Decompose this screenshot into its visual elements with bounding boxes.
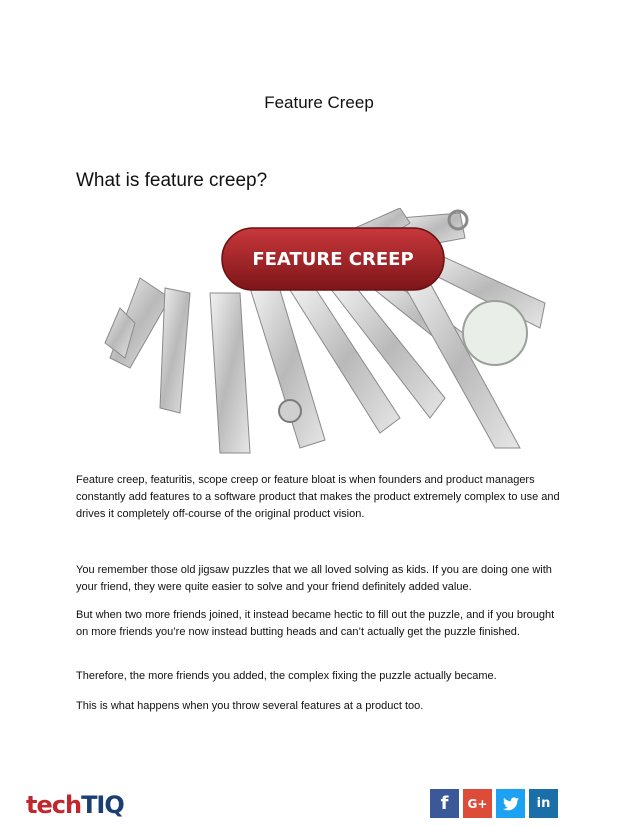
- paragraph-more-friends: But when two more friends joined, it instead became hectic to fill out the puzzle, and if you brought on more friends you’re now instead butting heads and can’t actually get the puzzle finished.: [76, 609, 555, 638]
- logo-text-tech: tech: [26, 791, 82, 819]
- pivot-screw: [279, 400, 301, 422]
- logo-text-tiq: TIQ: [81, 791, 124, 819]
- techtiq-logo[interactable]: [26, 788, 136, 822]
- section-heading: What is feature creep?: [76, 170, 268, 191]
- linkedin-icon[interactable]: in: [529, 789, 558, 818]
- google-plus-icon[interactable]: G+: [463, 789, 492, 818]
- document-title: Feature Creep: [264, 93, 374, 112]
- paragraph-conclusion: Therefore, the more friends you added, the complex fixing the puzzle actually became.: [76, 670, 497, 682]
- twitter-icon[interactable]: [496, 789, 525, 818]
- magnifier-lens: [463, 301, 527, 365]
- paragraph-puzzle-intro: You remember those old jigsaw puzzles that we all loved solving as kids. If you are doing one with your friend, they were quite easier to solve and your friend definitely added value.: [76, 564, 552, 593]
- paragraph-definition: Feature creep, featuritis, scope creep or feature bloat is when founders and product managers constantly add features to a software product that makes the product extremely complex to use and drives it completely off-course of the original product vision.: [76, 474, 560, 520]
- paragraph-features: This is what happens when you throw several features at a product too.: [76, 700, 424, 712]
- swiss-army-knife-illustration: [100, 208, 560, 458]
- twitter-bird-icon: [503, 797, 519, 811]
- social-links: [430, 789, 558, 818]
- knife-banner-text: FEATURE CREEP: [252, 249, 414, 270]
- facebook-icon[interactable]: f: [430, 789, 459, 818]
